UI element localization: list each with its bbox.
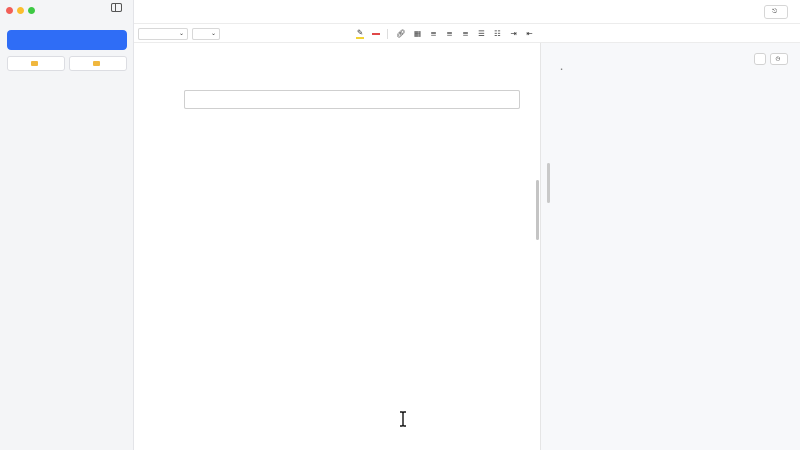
document-body (184, 43, 520, 117)
document-scrollbar[interactable] (536, 180, 539, 240)
sidebar-toggle-button[interactable] (107, 3, 125, 13)
link-icon[interactable]: 🔗︎ (396, 29, 406, 38)
indent-icon[interactable]: ⇥ (510, 29, 517, 38)
folder-icon (31, 61, 38, 66)
minimize-window-button[interactable] (17, 7, 24, 14)
title-bar (134, 0, 800, 24)
history-icon: ◷ (775, 56, 782, 62)
document-canvas[interactable] (134, 43, 540, 450)
sidebar-actions (7, 56, 127, 71)
add-files-button[interactable] (7, 30, 127, 50)
file-sidebar (0, 0, 134, 450)
toolbar-divider (387, 29, 388, 39)
numbered-list-icon[interactable]: ☷ (494, 29, 501, 38)
new-folder-button[interactable] (7, 56, 65, 71)
chevron-down-icon: ⌄ (178, 30, 184, 37)
text-cursor-icon (399, 411, 407, 427)
ai-chat-panel (540, 43, 800, 450)
window-controls (6, 7, 35, 14)
new-chat-button[interactable] (754, 53, 766, 65)
chat-history-button[interactable] (770, 53, 788, 65)
format-toolbar (134, 25, 800, 43)
folder-icon (93, 61, 100, 66)
new-document-button[interactable] (69, 56, 127, 71)
sidebar-icon (111, 3, 122, 12)
export-icon: ⎋ (772, 8, 777, 15)
bullet-list-icon[interactable]: ☰ (478, 29, 485, 38)
panel-scrollbar[interactable] (547, 163, 550, 203)
align-center-icon[interactable]: ≡ (446, 29, 453, 38)
align-left-icon[interactable]: ≡ (430, 29, 437, 38)
table-icon[interactable]: ▦ (413, 29, 422, 38)
align-right-icon[interactable]: ≡ (462, 29, 469, 38)
close-window-button[interactable] (6, 7, 13, 14)
chevron-down-icon: ⌄ (210, 30, 216, 37)
outdent-icon[interactable]: ⇤ (526, 29, 533, 38)
text-color-button[interactable] (372, 33, 380, 35)
highlight-icon[interactable]: ✎ (356, 28, 364, 37)
chapter-heading (184, 90, 520, 109)
font-family-select[interactable] (138, 28, 188, 40)
font-size-select[interactable] (192, 28, 220, 40)
export-button[interactable] (764, 5, 788, 19)
panel-actions (754, 53, 788, 65)
zoom-window-button[interactable] (28, 7, 35, 14)
sidebar-header (0, 0, 133, 24)
